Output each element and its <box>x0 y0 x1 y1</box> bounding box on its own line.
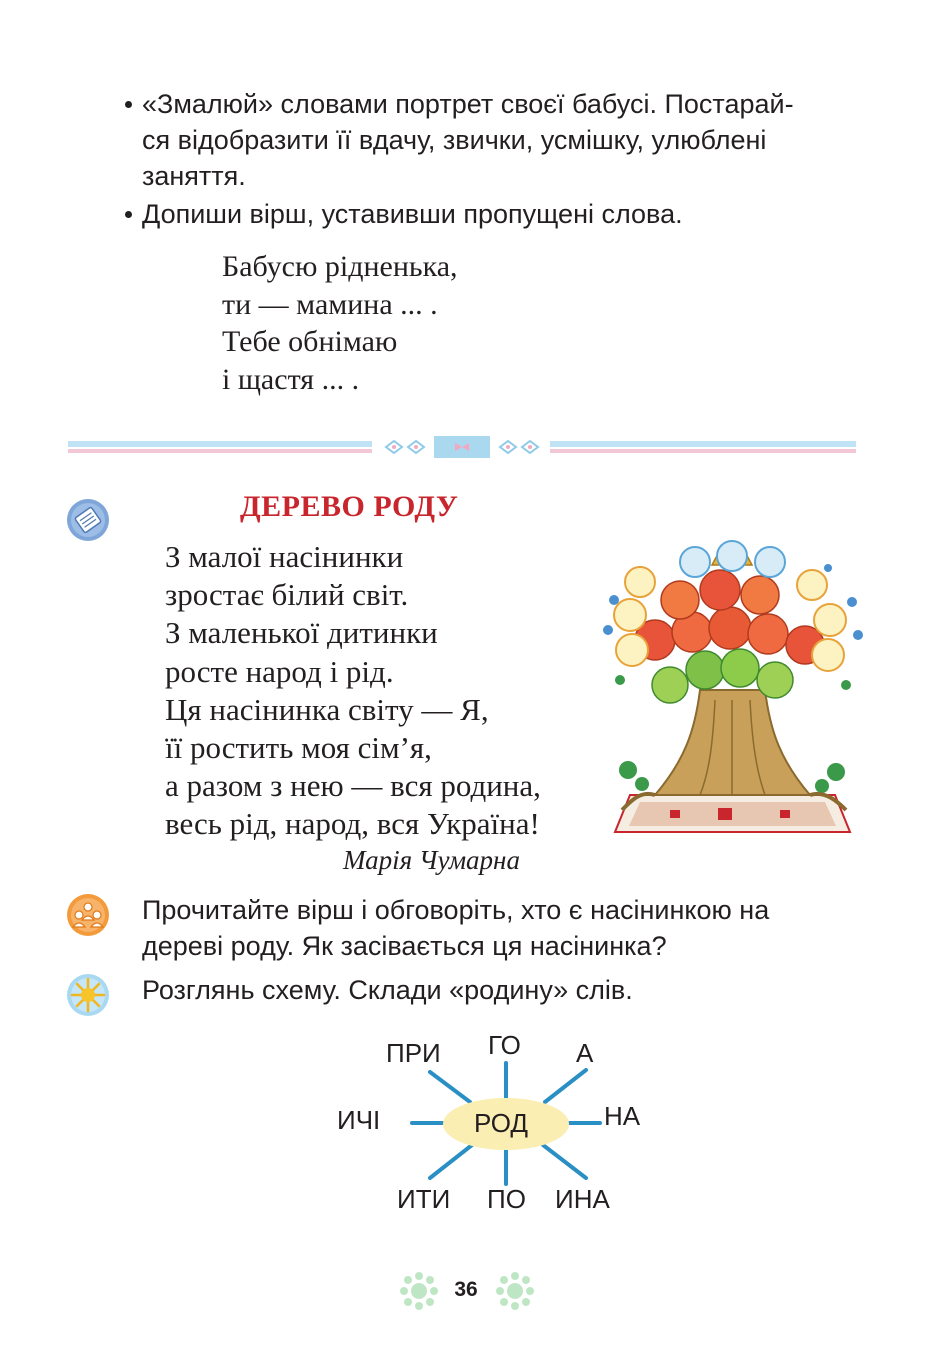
bullet-dot <box>125 211 132 218</box>
poem-line: Ця насінинка світу — Я, <box>165 691 489 727</box>
bullet-dot <box>125 101 132 108</box>
poem-line: З маленької дитинки <box>165 615 438 651</box>
scheme-node-left: ИЧІ <box>337 1105 381 1135</box>
scheme-node-top-left: ПРИ <box>386 1038 441 1068</box>
family-tree-illustration <box>600 540 865 840</box>
discussion-task <box>142 892 882 964</box>
ornamental-divider <box>68 434 856 460</box>
task-1-text <box>142 86 882 194</box>
poem-line: а разом з нею — вся родина, <box>165 768 541 804</box>
poem-line: Бабусю рідненька, <box>222 250 458 283</box>
task-1-line-2: ся відобразити її вдачу, звички, усмішку, улюблені <box>142 125 767 155</box>
page-ornament-right-icon <box>494 1270 536 1312</box>
poem-line: її ростить моя сім’я, <box>165 730 432 766</box>
poem-line: весь рід, народ, вся Україна! <box>165 806 540 842</box>
short-poem <box>222 248 458 398</box>
scheme-task: Розглянь схему. Склади «родину» слів. <box>142 975 633 1005</box>
poem-author: Марія Чумарна <box>343 845 520 875</box>
scheme-center-word: РОД <box>474 1108 529 1138</box>
sun-icon <box>66 973 110 1017</box>
group-discussion-icon <box>66 893 110 937</box>
page-ornament-left-icon <box>398 1270 440 1312</box>
discussion-line: дереві роду. Як засівається ця насінинка? <box>142 931 667 961</box>
scheme-node-top-right: А <box>576 1038 594 1068</box>
poem-line: і щастя ... . <box>222 362 360 396</box>
task-1-line-1: «Змалюй» словами портрет своєї бабусі. Постарай- <box>142 89 794 119</box>
task-2-text: Допиши вірш, уставивши пропущені слова. <box>142 199 683 229</box>
scheme-node-bottom: ПО <box>487 1184 526 1214</box>
poem-line: зростає білий світ. <box>165 577 409 613</box>
poem-line: З малої насінинки <box>165 539 404 574</box>
task-1-line-3: заняття. <box>142 161 246 191</box>
scheme-node-right: НА <box>604 1101 641 1131</box>
notebook-icon <box>66 498 110 542</box>
poem-line: росте народ і рід. <box>165 653 394 689</box>
discussion-line: Прочитайте вірш і обговоріть, хто є насінинкою на <box>142 895 770 925</box>
main-poem <box>165 538 541 844</box>
poem-line: Тебе обнімаю <box>222 325 398 358</box>
poem-title: ДЕРЕВО РОДУ <box>240 490 459 523</box>
scheme-node-top: ГО <box>488 1030 521 1060</box>
scheme-node-bottom-left: ИТИ <box>397 1184 451 1214</box>
page-number: 36 <box>454 1278 478 1301</box>
poem-line: ти — мамина ... . <box>222 287 438 321</box>
scheme-node-bottom-right: ИНА <box>555 1184 610 1214</box>
